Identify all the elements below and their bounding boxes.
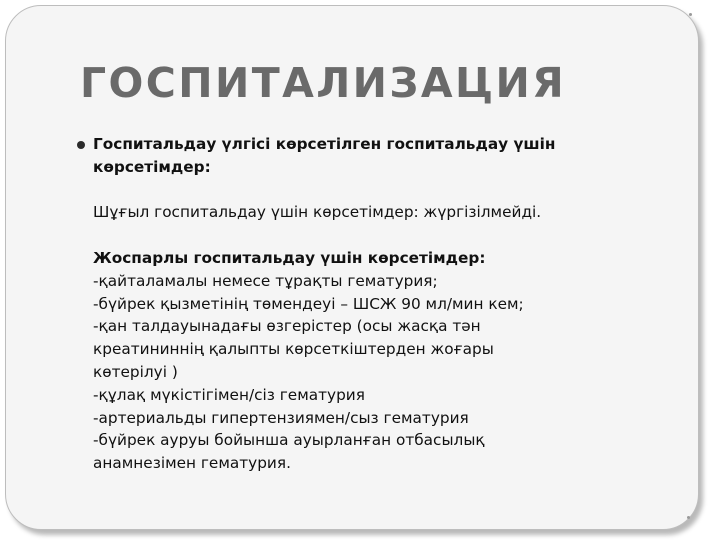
- slide-title: ГОСПИТАЛИЗАЦИЯ: [80, 59, 567, 107]
- indication-line: -қайталамалы немесе тұрақты гематурия;: [93, 271, 438, 290]
- spacer: [93, 179, 677, 202]
- planned-heading: Жоспарлы госпитальдау үшін көрсетімдер:: [93, 248, 486, 267]
- bullet-heading-line: Госпитальдау үлгісі көрсетілген госпитальдау үшін: [93, 135, 556, 153]
- bullet-icon: [77, 141, 85, 149]
- bullet-item: [77, 133, 677, 475]
- emergency-text: Шұғыл госпитальдау үшін көрсетімдер: жүргізілмейді.: [93, 203, 542, 222]
- indication-line: -артериальды гипертензиямен/сыз гематурия: [93, 408, 469, 427]
- corner-dot: [689, 13, 692, 16]
- indication-line: көтерілуі ): [93, 362, 178, 381]
- indication-line: -құлақ мүкістігімен/сіз гематурия: [93, 385, 365, 404]
- indication-line: -бүйрек қызметінің төмендеуі – ШСЖ 90 мл/мин кем;: [93, 294, 524, 313]
- spacer: [93, 224, 677, 247]
- indication-line: анамнезімен гематурия.: [93, 454, 291, 473]
- indication-line: -бүйрек ауруы бойынша ауырланған отбасылық: [93, 431, 485, 450]
- indication-line: -қан талдауынадағы өзгерістер (осы жасқа тән: [93, 317, 481, 336]
- indication-line: креатининнің қалыпты көрсеткіштерден жоғары: [93, 340, 494, 359]
- bullet-heading-line: көрсетімдер:: [93, 157, 211, 176]
- slide-body: [77, 133, 677, 475]
- corner-dot: [687, 516, 690, 519]
